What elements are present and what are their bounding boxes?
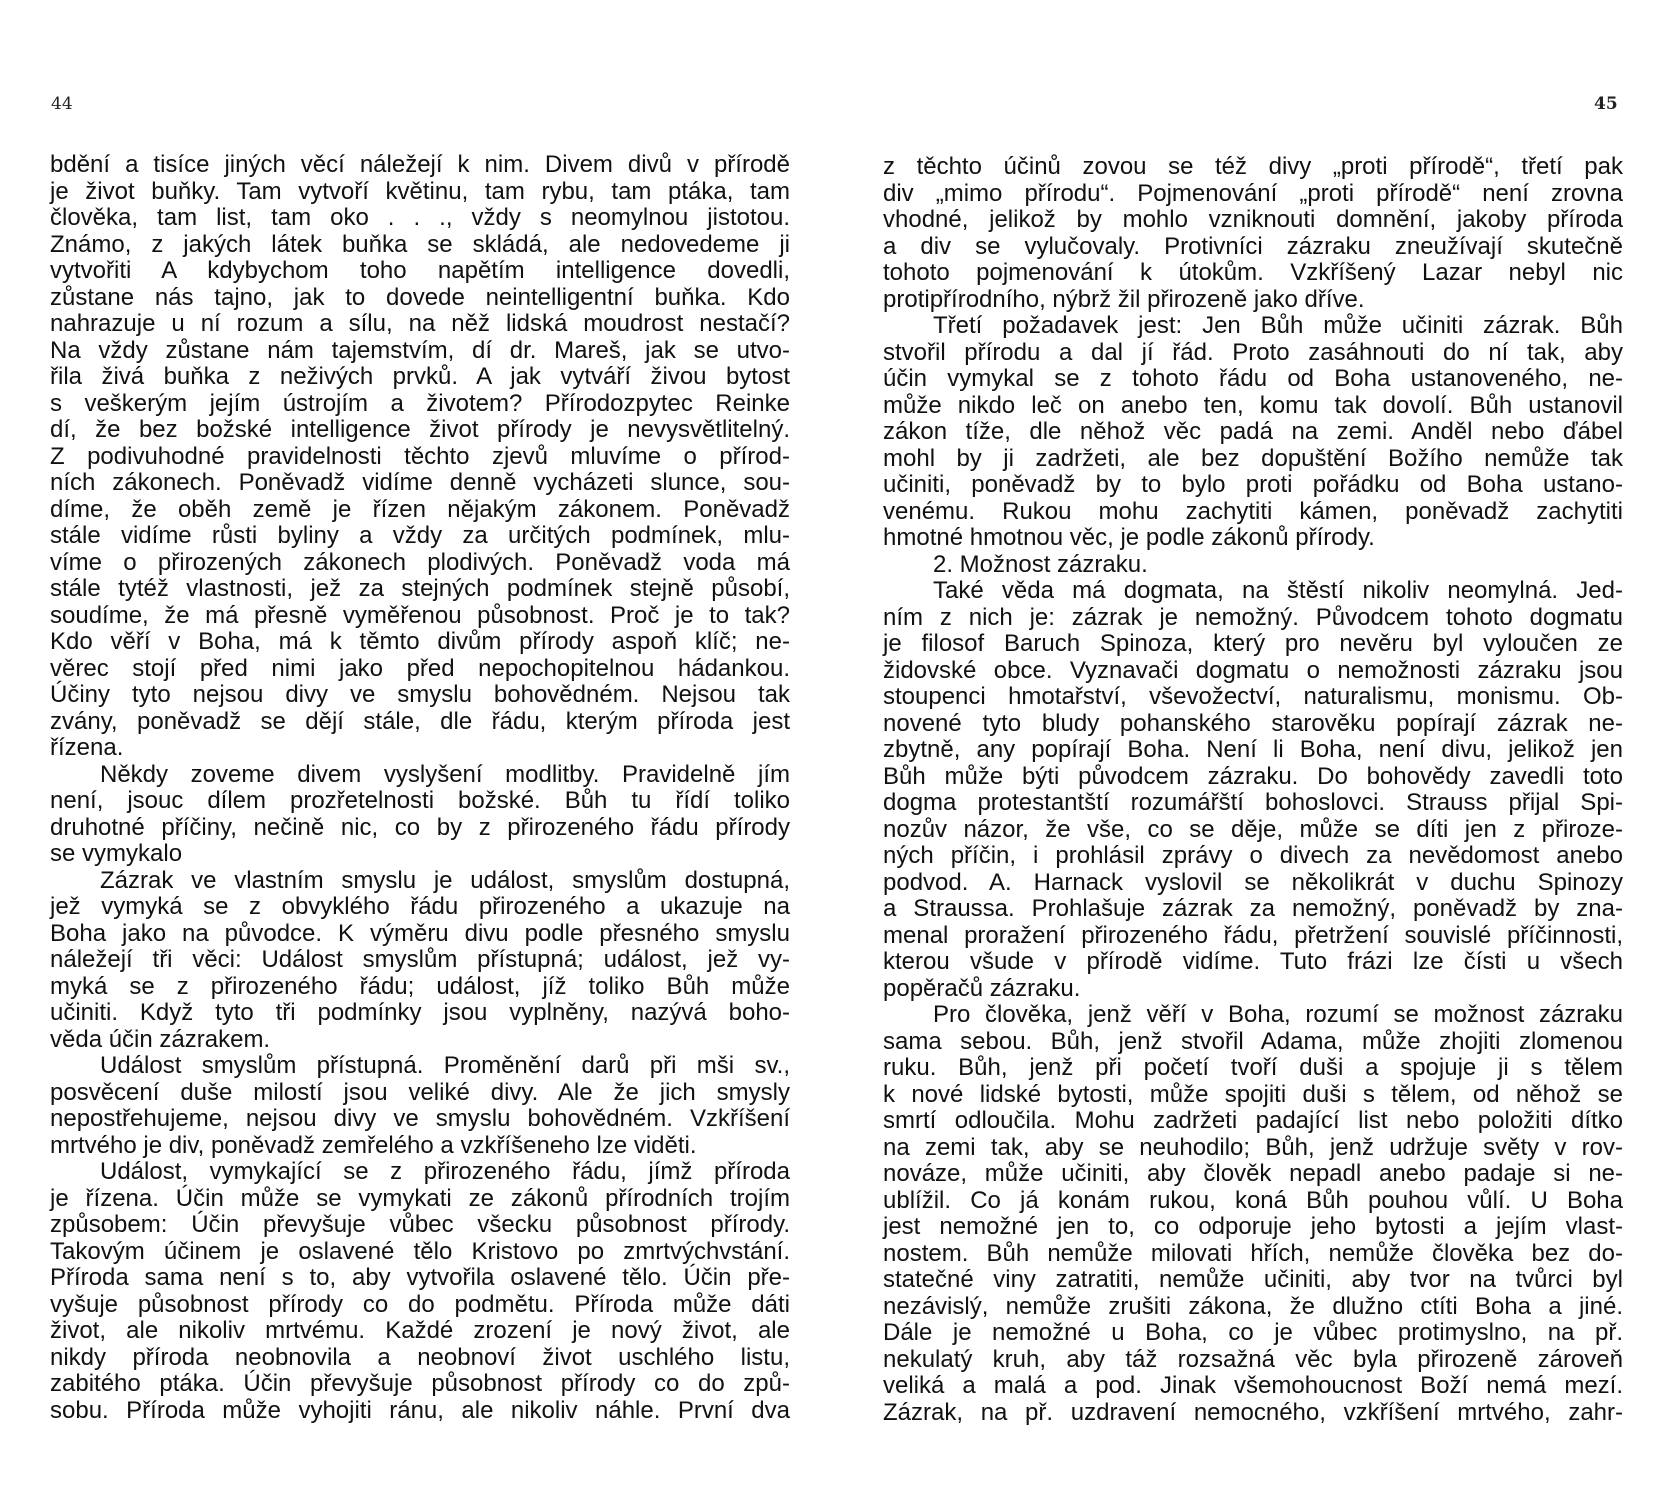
text-line: je život buňky. Tam vytvoří květinu, tam rybu, tam ptáka, tam bbox=[50, 177, 790, 205]
text-line: Takovým účinem je oslavené tělo Kristovo po zmrtvýchvstání. bbox=[50, 1237, 790, 1265]
text-line: může nikdo leč on anebo ten, komu tak dovolí. Bůh ustanovil bbox=[883, 391, 1623, 419]
text-line: nezávislý, nemůže zrušiti zákona, že dlužno ctíti Boha a jiné. bbox=[883, 1292, 1623, 1320]
text-line: jest nemožné jen to, co odporuje jeho bytosti a jejím vlast- bbox=[883, 1213, 1623, 1240]
text-line: Příroda sama není s to, aby vytvořila oslavené tělo. Účin pře- bbox=[50, 1264, 790, 1291]
text-line: popěračů zázraku. bbox=[883, 974, 1081, 1002]
page-number-left: 44 bbox=[51, 94, 73, 114]
text-line: Zázrak ve vlastním smyslu je událost, smyslům dostupná, bbox=[100, 866, 790, 894]
text-line: stvořil přírodu a dal jí řád. Proto zasáhnouti do ní tak, aby bbox=[883, 338, 1623, 366]
text-line: smrtí odloučila. Mohu zadržeti padající list nebo položiti dítko bbox=[883, 1107, 1623, 1134]
text-line: Událost smyslům přístupná. Proměnění darů při mši sv., bbox=[100, 1052, 790, 1079]
text-line: stále tytéž vlastnosti, jež za stejných podmínek stejně působí, bbox=[50, 575, 790, 602]
text-line: Z podivuhodné pravidelnosti těchto zjevů mluvíme o přírod- bbox=[50, 442, 790, 470]
text-line: život, ale nikoliv mrtvému. Každé zrození je nový život, ale bbox=[50, 1317, 790, 1344]
text-line: zabitého ptáka. Účin převyšuje působnost přírody co do způ- bbox=[50, 1370, 790, 1397]
text-line: Na vždy zůstane nám tajemstvím, dí dr. Mareš, jak se utvo- bbox=[50, 336, 790, 364]
text-line: sama sebou. Bůh, jenž stvořil Adama, může zhojiti zlomenou bbox=[883, 1027, 1623, 1055]
text-line: na zemi tak, aby se neuhodilo; Bůh, jenž udržuje světy v rov- bbox=[883, 1133, 1623, 1161]
text-line: a div se vylučovaly. Protivníci zázraku zneužívají skutečně bbox=[883, 232, 1623, 260]
text-line: způsobem: Účin převyšuje vůbec všecku působnost přírody. bbox=[50, 1211, 790, 1238]
text-line: nekulatý kruh, aby táž rozsažná věc byla přirozeně zároveň bbox=[883, 1345, 1623, 1373]
text-line: ním z nich je: zázrak je nemožný. Původcem tohoto dogmatu bbox=[883, 603, 1623, 631]
text-line: díme, že oběh země je řízen nějakým zákonem. Poněvadž bbox=[50, 495, 790, 523]
text-line: z těchto účinů zovou se též divy „proti přírodě“, třetí pak bbox=[883, 153, 1623, 180]
text-line: Událost, vymykající se z přirozeného řádu, jímž příroda bbox=[100, 1158, 790, 1185]
text-line: Kdo věří v Boha, má k těmto divům přírody aspoň klíč; ne- bbox=[50, 628, 790, 655]
text-line: 2. Možnost zázraku. bbox=[933, 550, 1148, 578]
text-line: druhotné příčiny, nečině nic, co by z přirozeného řádu přírody bbox=[50, 813, 790, 841]
text-line: vytvořiti A kdybychom toho napětím intelligence dovedli, bbox=[50, 257, 790, 284]
text-line: hmotné hmotnou věc, je podle zákonů přírody. bbox=[883, 524, 1375, 551]
text-line: zvány, poněvadž se dějí stále, dle řádu, kterým příroda jest bbox=[50, 707, 790, 735]
text-line: nováze, může učiniti, aby člověk nepadl anebo padaje si ne- bbox=[883, 1160, 1623, 1187]
text-line: účin vymykal se z tohoto řádu od Boha ustanoveného, ne- bbox=[883, 365, 1623, 392]
text-line: ních zákonech. Poněvadž vidíme denně vycházeti slunce, sou- bbox=[50, 469, 790, 496]
text-line: náležejí tři věci: Událost smyslům přístupná; událost, jež vy- bbox=[50, 946, 790, 973]
text-line: s veškerým jejím ústrojím a životem? Přírodozpytec Reinke bbox=[50, 389, 790, 417]
text-line: je řízena. Účin může se vymykati ze zákonů přírodních trojím bbox=[50, 1184, 790, 1212]
text-line: myká se z přirozeného řádu; událost, jíž toliko Bůh může bbox=[50, 972, 790, 1000]
text-line: Dále je nemožné u Boha, co je vůbec protimyslno, na př. bbox=[883, 1319, 1623, 1346]
text-line: Třetí požadavek jest: Jen Bůh může učiniti zázrak. Bůh bbox=[933, 312, 1623, 339]
text-line: menal proražení přirozeného řádu, přetržení souvislé příčinnosti, bbox=[883, 921, 1623, 949]
text-line: podvod. A. Harnack vyslovil se několikrát v duchu Spinozy bbox=[883, 868, 1623, 896]
text-line: Známo, z jakých látek buňka se skládá, ale nedovedeme ji bbox=[50, 230, 790, 258]
text-line: víme o přirozených zákonech plodivých. Poněvadž voda má bbox=[50, 548, 790, 576]
text-line: není, jsouc dílem prozřetelnosti božské. Bůh tu řídí toliko bbox=[50, 787, 790, 814]
text-line: nikdy příroda neobnovila a neobnoví život uschlého listu, bbox=[50, 1343, 790, 1371]
text-line: učiniti. Když tyto tři podmínky jsou vyplněny, nazývá boho- bbox=[50, 999, 790, 1026]
text-line: se vymykalo bbox=[50, 840, 183, 867]
text-line: je filosof Baruch Spinoza, který pro nevěru byl vyloučen ze bbox=[883, 630, 1623, 657]
text-line: nepostřehujeme, nejsou divy ve smyslu bohovědném. Vzkříšení bbox=[50, 1105, 790, 1132]
text-line: člověka, tam list, tam oko . . ., vždy s neomylnou jistotou. bbox=[50, 204, 790, 231]
text-line: Bůh může býti původcem zázraku. Do bohovědy zavedli toto bbox=[883, 762, 1623, 790]
text-line: zákon tíže, dle něhož věc padá na zemi. Anděl nebo ďábel bbox=[883, 418, 1623, 445]
text-line: soudíme, že má přesně vyměřenou působnost. Proč je to tak? bbox=[50, 601, 790, 629]
page-number-right: 45 bbox=[1594, 94, 1618, 114]
text-line: posvěcení duše milostí jsou veliké divy. Ale že jich smysly bbox=[50, 1078, 790, 1106]
text-line: dogma protestantští rozumářští bohoslovci. Strauss přijal Spi- bbox=[883, 789, 1623, 816]
text-line: učiniti, poněvadž by to bylo proti pořádku od Boha ustano- bbox=[883, 471, 1623, 498]
text-line: Zázrak, na př. uzdravení nemocného, vzkříšení mrtvého, zahr- bbox=[883, 1398, 1623, 1426]
text-line: věda účin zázrakem. bbox=[50, 1025, 271, 1053]
text-line: sobu. Příroda může vyhojiti ránu, ale nikoliv náhle. První dva bbox=[50, 1396, 790, 1424]
text-line: jež vymyká se z obvyklého řádu přirozeného a ukazuje na bbox=[50, 893, 790, 920]
text-line: ruku. Bůh, jenž při početí tvoří duši a spojuje ji s tělem bbox=[883, 1054, 1623, 1081]
text-line: stále vidíme růsti byliny a vždy za určitých podmínek, mlu- bbox=[50, 522, 790, 549]
text-line: veliká a malá a pod. Jinak všemohoucnost Boží nemá mezí. bbox=[883, 1372, 1623, 1399]
text-line: zbytně, any popírají Boha. Není li Boha, není divu, jelikož jen bbox=[883, 736, 1623, 763]
text-line: kterou všude v přírodě vidíme. Tuto frázi lze čísti u všech bbox=[883, 948, 1623, 975]
text-line: ných příčin, i prohlásil zprávy o divech za nevědomost anebo bbox=[883, 842, 1623, 869]
text-line: zůstane nás tajno, jak to dovede neintelligentní buňka. Kdo bbox=[50, 283, 790, 311]
text-line: Boha jako na původce. K výměru divu podle přesného smyslu bbox=[50, 919, 790, 947]
text-line: Pro člověka, jenž věří v Boha, rozumí se možnost zázraku bbox=[933, 1001, 1623, 1028]
text-line: vhodné, jelikož by mohlo vzniknouti domnění, jakoby příroda bbox=[883, 206, 1623, 233]
text-line: židovské obce. Vyznavači dogmatu o nemožnosti zázraku jsou bbox=[883, 656, 1623, 684]
text-line: ublížil. Co já konám rukou, koná Bůh pouhou vůlí. U Boha bbox=[883, 1186, 1623, 1214]
text-line: mrtvého je div, poněvadž zemřelého a vzkříšeneho lze viděti. bbox=[50, 1131, 697, 1159]
text-line: a Straussa. Prohlašuje zázrak za nemožný, poněvadž by zna- bbox=[883, 895, 1623, 922]
text-line: novené tyto bludy pohanského starověku popírají zázrak ne- bbox=[883, 709, 1623, 737]
text-line: nostem. Bůh nemůže milovati hřích, nemůže člověka bez do- bbox=[883, 1239, 1623, 1267]
text-line: dí, že bez božské intelligence život přírody je nevysvětlitelný. bbox=[50, 416, 790, 443]
text-line: bdění a tisíce jiných věcí náležejí k nim. Divem divů v přírodě bbox=[50, 151, 790, 178]
text-line: k nové lidské bytosti, může spojiti duši s tělem, od něhož se bbox=[883, 1080, 1623, 1108]
text-line: řízena. bbox=[50, 734, 124, 761]
text-line: nahrazuje u ní rozum a sílu, na něž lidská moudrost nestačí? bbox=[50, 310, 790, 337]
text-line: protipřírodního, nýbrž žil přirozeně jako dříve. bbox=[883, 285, 1365, 313]
text-line: nozův názor, že vše, co se děje, může se díti jen z přiroze- bbox=[883, 815, 1623, 843]
text-line: mohl by ji zadržeti, ale bez dopuštění Božího nemůže tak bbox=[883, 444, 1623, 472]
text-column-left bbox=[50, 152, 790, 1424]
text-line: Účiny tyto nejsou divy ve smyslu bohovědném. Nejsou tak bbox=[50, 681, 790, 708]
text-line: tohoto pojmenování k útokům. Vzkříšený Lazar nebyl nic bbox=[883, 259, 1623, 286]
text-column-right bbox=[883, 154, 1623, 1426]
text-line: statečné viny zatratiti, nemůže učiniti, aby tvor na tvůrci byl bbox=[883, 1266, 1623, 1293]
text-line: stoupenci hmotařství, vševožectví, naturalismu, monismu. Ob- bbox=[883, 683, 1623, 710]
text-line: venému. Rukou mohu zachytiti kámen, poněvadž zachytiti bbox=[883, 497, 1623, 525]
text-line: věrec stojí před nimi jako před nepochopitelnou hádankou. bbox=[50, 654, 790, 682]
text-line: Někdy zoveme divem vyslyšení modlitby. Pravidelně jím bbox=[100, 760, 790, 788]
text-line: div „mimo přírodu“. Pojmenování „proti přírodě“ není zrovna bbox=[883, 179, 1623, 207]
text-line: vyšuje působnost přírody co do podmětu. Příroda může dáti bbox=[50, 1290, 790, 1318]
text-line: řila živá buňka z neživých prvků. A jak vytváří živou bytost bbox=[50, 363, 790, 390]
text-line: Také věda má dogmata, na štěstí nikoliv neomylná. Jed- bbox=[933, 577, 1623, 604]
